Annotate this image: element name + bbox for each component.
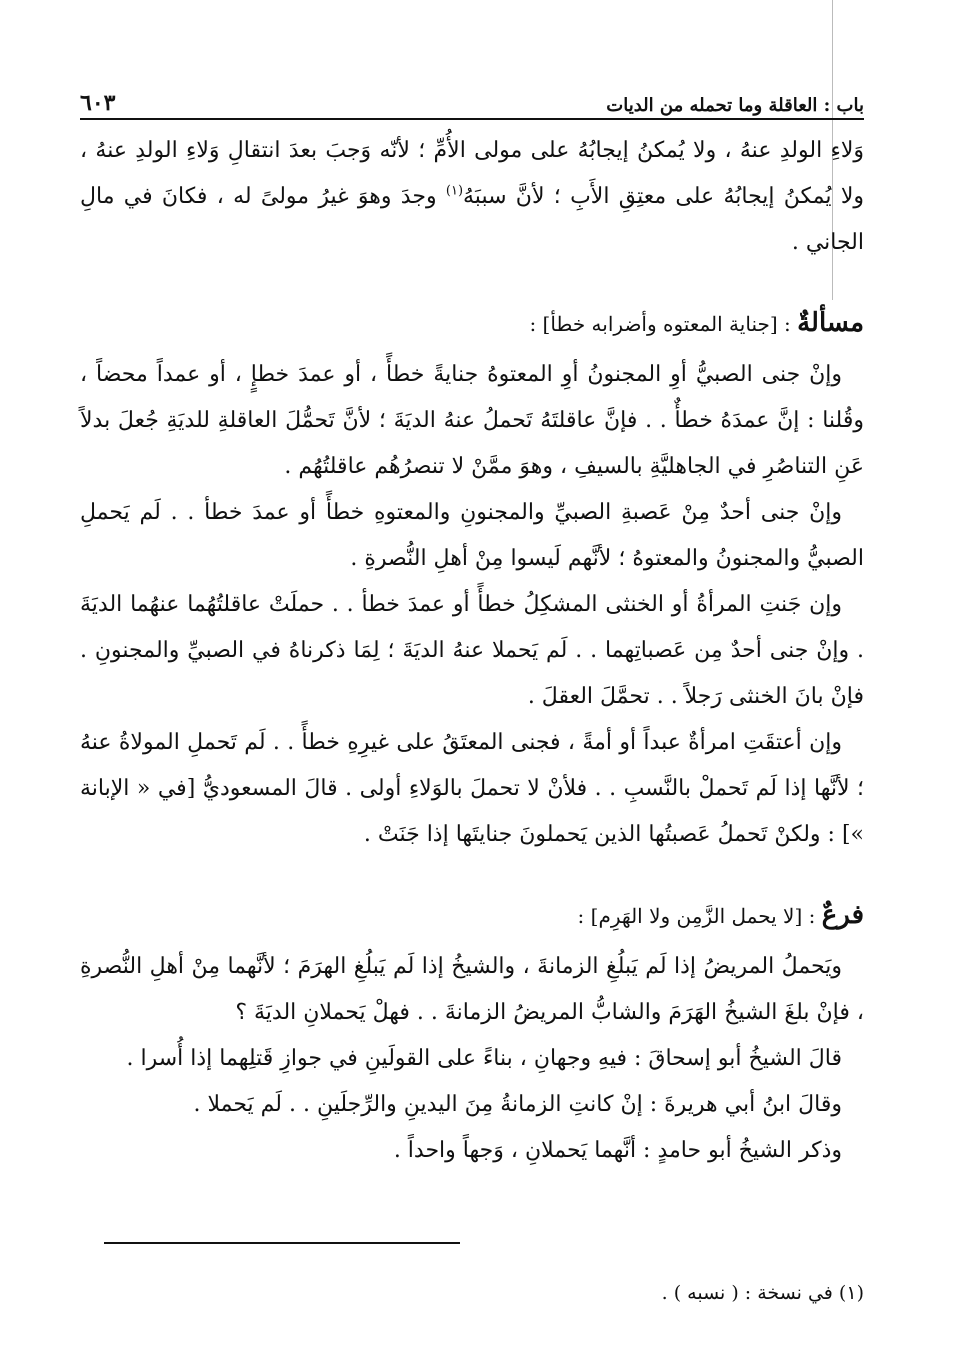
running-title: باب : العاقلة وما تحمله من الديات bbox=[606, 95, 864, 116]
heading-title: : [لا يحمل الزَّمِن ولا الهَرِم] : bbox=[577, 904, 822, 928]
page-header bbox=[80, 82, 864, 116]
page-number: ٦٠٣ bbox=[80, 90, 116, 116]
paragraph: قالَ الشيخُ أبو إسحاقَ : فيهِ وجهانِ ، بناءً على القولَينِ في جوازِ قَتلِهما إذا أُسرا . bbox=[126, 1046, 842, 1071]
paragraph: وإنْ جنى الصبيُّ أوِ المجنونُ أوِ المعتوهُ جنايةً خطأً ، أو عمدَ خطإٍ ، أو عمداً محضاً ، وقُلنا : إنَّ عمدَهُ خطأٌ . . فإنَّ عاقلتَهُ تَحملُ عنهُ الديَةَ ؛ لأنَّ تَحمُّلَ العاقلةِ للديَةِ جُعلَ بدلاً عَنِ التناصُرِ في الجاهليَّةِ بالسيفِ ، وهوَ ممَّنْ لا تنصرُهُم عاقلتُهُم . bbox=[80, 362, 864, 479]
header-rule bbox=[80, 118, 864, 120]
paragraph: وقالَ ابنُ أبي هريرةَ : إنْ كانتِ الزمانةُ مِنَ اليدينِ والرِّجلَينِ . . لَم يَحملا . bbox=[193, 1092, 842, 1117]
paragraph bbox=[80, 128, 864, 266]
heading-title: : [جناية المعتوه وأضرابه خطأ] : bbox=[529, 312, 798, 336]
page-body bbox=[80, 128, 864, 1174]
paragraph: ويَحملُ المريضُ إذا لَم يَبلُغِ الزمانةَ ، والشيخُ إذا لَم يَبلُغِ الهرَمَ ؛ لأنَّهما مِنْ أهلِ النُّصرةِ ، فإنْ بلغَ الشيخُ الهَرَمَ والشابُّ المريضُ الزمانةَ . . فهلْ يَحملانِ الديَةَ ؟ bbox=[80, 954, 864, 1025]
footnote-marker: (١) bbox=[445, 183, 464, 199]
paragraph: وإنْ جنى أحدٌ مِنْ عَصبةِ الصبيِّ والمجنونِ والمعتوهِ خطأً أو عمدَ خطأ . . لَم يَحملِ الصبيُّ والمجنونُ والمعتوهُ ؛ لأنَّهم لَيسوا مِنْ أهلِ النُّصرةِ . bbox=[80, 500, 864, 571]
footnote: (١) في نسخة : ( نسبه ) . bbox=[661, 1282, 864, 1304]
heading-label: مسألةٌ bbox=[797, 308, 864, 338]
paragraph-text: وَلاءِ الولدِ عنهُ ، ولا يُمكنُ إيجابُهُ على مولى الأُمِّ ؛ لأنّه وَجبَ بعدَ انتقالِ وَلاءِ الولدِ عنهُ ، ولا يُمكنُ إيجابُهُ على معتِقِ الأَبِ ؛ لأنَّ سببَهُ bbox=[80, 138, 864, 209]
paragraph: وإن جَنتِ المرأةُ أو الخنثى المشكِلُ خطأً أو عمدَ خطأ . . حملَتْ عاقلتُهُما عنهُما الديَةَ . وإنْ جنى أحدٌ مِن عَصباتِهما . . لَم يَحملا عنهُ الديَةَ ؛ لِمَا ذكرناهُ في الصبيِّ والمجنونِ . فإنْ بانَ الخنثى رَجلاً . . تحمَّلَ العقلَ . bbox=[80, 592, 864, 709]
paragraph: وذكر الشيخُ أبو حامدٍ : أنَّهما يَحملانِ ، وَجهاً واحداً . bbox=[393, 1138, 842, 1163]
heading-label: فرعٌ bbox=[821, 900, 864, 930]
footnote-rule bbox=[104, 1242, 460, 1244]
paragraph-text: وجدَ وهوَ غيرُ مولىً له ، فكانَ في مالِ الجاني . bbox=[80, 184, 864, 255]
section-heading bbox=[80, 300, 864, 348]
paragraph: وإن أعتقَتِ امرأةٌ عبداً أو أمةً ، فجنى المعتَقُ على غيرِهِ خطأً . . لَم تَحملِ المولاةُ عنهُ ؛ لأنَّها إذا لَم تَحملْ بالنَّسبِ . . فلأنْ لا تحملَ بالوَلاءِ أولى . قالَ المسعوديُّ [في « الإبانة »] : ولكنْ تَحملُ عَصبتُها الذين يَحملونَ جنايتَها إذا جَنَتْ . bbox=[80, 730, 864, 847]
section-heading bbox=[80, 892, 864, 940]
